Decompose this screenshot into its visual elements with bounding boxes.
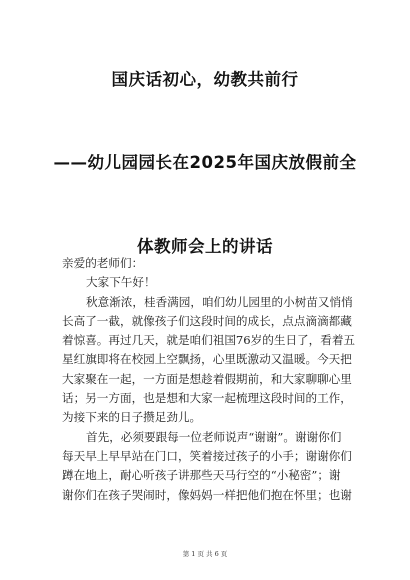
page-footer: 第 1 页 共 6 页	[182, 550, 228, 558]
paragraph-line: 长高了一截，就像孩子们这段时间的成长，点点滴滴都藏	[62, 313, 352, 328]
paragraph-line: 话；另一方面，也是想和大家一起梳理这段时间的工作，	[62, 391, 352, 406]
paragraph-line: 着惊喜。再过几天，就是咱们祖国76岁的生日了，看着五	[62, 333, 356, 348]
title-line-1: 国庆话初心，幼教共前行	[111, 70, 299, 89]
salutation: 亲爱的老师们：	[62, 256, 144, 270]
greeting: 大家下午好！	[86, 275, 156, 290]
title-line-2: ——幼儿园园长在2025年国庆放假前全	[53, 153, 357, 172]
paragraph-line: 谢你们在孩子哭闹时，像妈妈一样把他们抱在怀里；也谢	[62, 487, 352, 502]
paragraph-line: 星红旗即将在校园上空飘扬，心里既激动又温暖。今天把	[62, 352, 352, 367]
paragraph-line: 每天早上早早站在门口，笑着接过孩子的小手；谢谢你们	[62, 448, 352, 463]
speech-body	[62, 254, 356, 505]
paragraph-line: 秋意渐浓，桂香满园，咱们幼儿园里的小树苗又悄悄	[86, 294, 353, 309]
paragraph-line: 首先，必须要跟每一位老师说声“谢谢”。谢谢你们	[86, 429, 342, 444]
paragraph-line: 大家聚在一起，一方面是想趁着假期前，和大家聊聊心里	[62, 371, 352, 386]
title-line-3: 体教师会上的讲话	[137, 237, 273, 256]
paragraph-line: 为接下来的日子攒足劲儿。	[62, 410, 202, 425]
paragraph-line: 蹲在地上，耐心听孩子讲那些天马行空的“小秘密”；谢	[62, 468, 341, 483]
